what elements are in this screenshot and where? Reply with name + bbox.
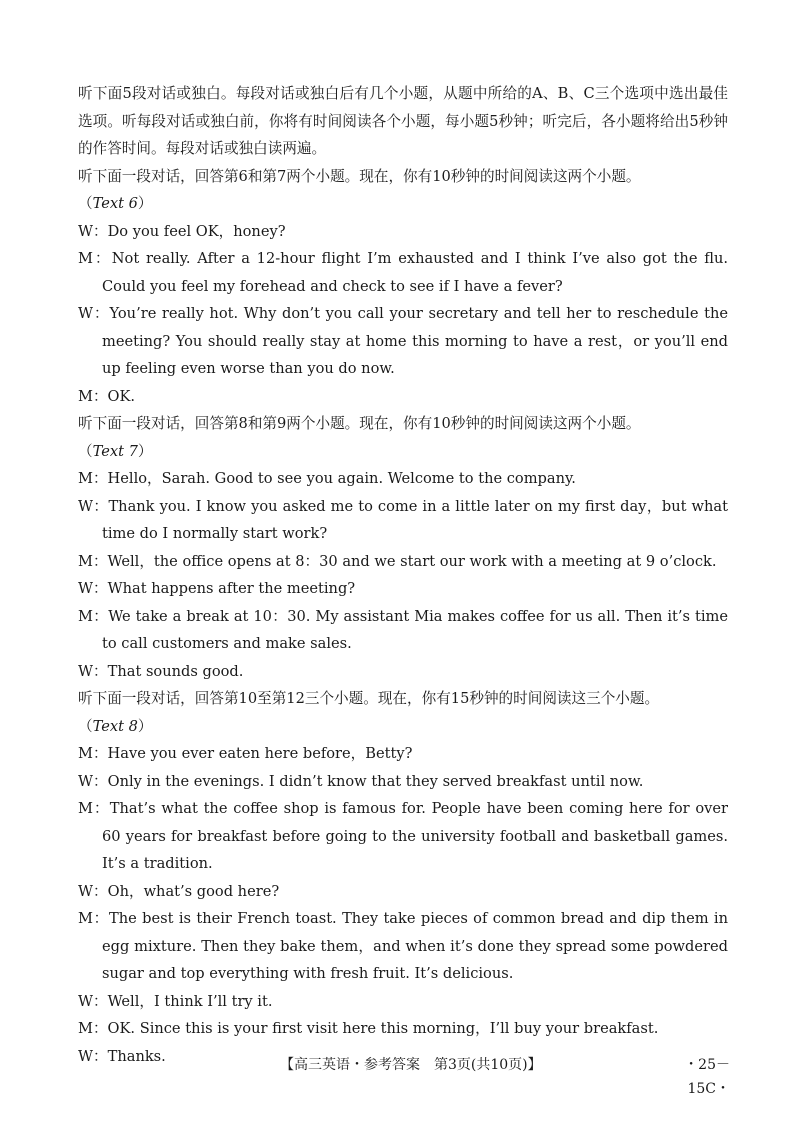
dialogue-line: M：Hello，Sarah. Good to see you again. Welcome to the company. (78, 470, 576, 487)
dialogue-line: M：Not really. After a 12-hour flight I’m exhausted and I think I’ve also got the flu. Could you feel my forehead and check to see if I have a fever? (78, 250, 728, 295)
dialogue-line: M：Have you ever eaten here before，Betty? (78, 745, 413, 762)
dialogue-line: W：Do you feel OK，honey? (78, 222, 286, 240)
dialogue-line: W：You’re really hot. Why don’t you call your secretary and tell her to reschedule the meeting? You should really stay at home this morning to have a rest，or you’ll end up feeling even worse than you do now. (78, 305, 728, 377)
instruction-text-6: 听下面一段对话，回答第6和第7两个小题。现在，你有10秒钟的时间阅读这两个小题。 (78, 167, 641, 185)
label-text-6: （Text 6） (78, 195, 153, 212)
label-text-7: （Text 7） (78, 442, 153, 460)
dialogue-line: W：What happens after the meeting? (78, 580, 356, 597)
footer-page-info: 【高三英语・参考答案 第3页(共10页)】 (280, 1057, 542, 1073)
dialogue-line: W：Thanks. (78, 1047, 166, 1065)
dialogue-line: M：We take a break at 10：30. My assistant Mia makes coffee for us all. Then it’s time to call customers and make sales. (78, 607, 728, 652)
dialogue-line: W：That sounds good. (78, 662, 244, 680)
page-content (78, 80, 728, 1070)
section-intro: 听下面5段对话或独白。每段对话或独白后有几个小题，从题中所给的A、B、C三个选项中选出最佳选项。听每段对话或独白前，你将有时间阅读各个小题，每小题5秒钟；听完后，各小题将给出5秒钟的作答时间。每段对话或独白读两遍。 (78, 85, 728, 157)
instruction-text-7: 听下面一段对话，回答第8和第9两个小题。现在，你有10秒钟的时间阅读这两个小题。 (78, 415, 641, 432)
dialogue-line: W：Well，I think I’ll try it. (78, 992, 273, 1010)
dialogue-line: M：The best is their French toast. They take pieces of common bread and dip them in egg mixture. Then they bake them，and when it’s done they spread some powdered sugar and top everything with fresh fruit. It’s delicious. (78, 910, 728, 982)
footer-code: ・25－15C・ (684, 1057, 730, 1097)
dialogue-line: W：Only in the evenings. I didn’t know that they served breakfast until now. (78, 772, 644, 790)
dialogue-line: M：That’s what the coffee shop is famous for. People have been coming here for over 60 years for breakfast before going to the university football and basketball games. It’s a tradition. (78, 800, 728, 872)
dialogue-line: M：Well，the office opens at 8：30 and we start our work with a meeting at 9 o’clock. (78, 552, 717, 570)
dialogue-line: M：OK. (78, 387, 136, 405)
label-text-8: （Text 8） (78, 717, 153, 735)
dialogue-line: W：Oh，what’s good here? (78, 882, 280, 900)
instruction-text-8: 听下面一段对话，回答第10至第12三个小题。现在，你有15秒钟的时间阅读这三个小题。 (78, 690, 660, 707)
dialogue-line: M：OK. Since this is your first visit here this morning，I’ll buy your breakfast. (78, 1020, 659, 1037)
dialogue-line: W：Thank you. I know you asked me to come in a little later on my first day，but what time do I normally start work? (78, 497, 728, 542)
page-footer (0, 1053, 800, 1097)
